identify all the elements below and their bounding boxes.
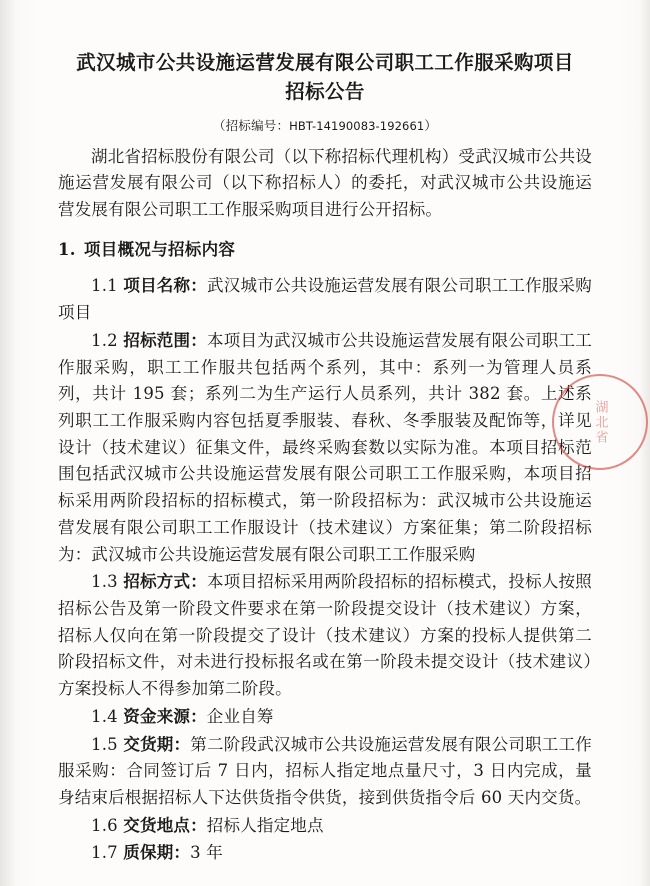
clause-label: 交货期： [123,734,191,754]
clause-text: 企业自筹 [206,706,274,726]
tender-number [58,116,592,134]
page-title [58,48,592,107]
clause-text: 第二阶段武汉城市公共设施运营发展有限公司职工工作服采购：合同签订后 7 日内，招标人指定地点量尺寸，3 日内完成，量身结束后根据招标人下达供货指令供货，接到供货指令后 60 天内交货。 [58,734,592,808]
clause-label: 招标范围： [123,330,208,350]
clause-text: 武汉城市公共设施运营发展有限公司职工工作服采购项目 [58,276,592,323]
clause-id: 1.2 [91,330,118,350]
clause-id: 1.3 [91,572,118,592]
clause-1-2 [58,328,592,568]
clause-id: 1.1 [91,276,118,296]
section-number: 1. [58,239,76,259]
seal-text: 湖北省 [592,399,608,445]
clause-text: 招标人指定地点 [206,815,324,835]
clause-1-6 [58,813,592,840]
page-right-edge-shadow [640,0,650,886]
section-heading-1 [58,237,592,264]
clause-id: 1.6 [91,815,118,835]
clause-id: 1.4 [91,706,118,726]
clause-id: 1.7 [91,843,118,863]
clause-label: 项目名称： [123,276,208,296]
tender-number-close: ） [424,117,438,133]
preamble-paragraph: 湖北省招标股份有限公司（以下称招标代理机构）受武汉城市公共设施运营发展有限公司（以下称招标人）的委托，对武汉城市公共设施运营发展有限公司职工工作服采购项目进行公开招标。 [58,146,592,219]
tender-number-label: （招标编号： [212,117,290,133]
clause-text: 本项目为武汉城市公共设施运营发展有限公司职工工作服采购，职工工作服共包括两个系列，其中：系列一为管理人员系列，共计 195 套；系列二为生产运行人员系列，共计 382 套。上述系列职工工作服采购内容包括夏季服装、春秋、冬季服装及配饰等，详见设计（技术建议）征集文件，最终采购套数以实际为准。本项目招标范围包括武汉城市公共设施运营发展有限公司职工工作服采购，本项目招标采用两阶段招标的招标模式，第一阶段招标为：武汉城市公共设施运营发展有限公司职工工作服设计（技术建议）方案征集；第二阶段招标为：武汉城市公共设施运营发展有限公司职工工作服采购 [58,330,592,564]
tender-number-code: HBT-14190083-192661 [289,118,425,133]
clause-1-5 [58,732,592,812]
page-title-line2: 招标公告 [285,80,365,104]
clause-label: 资金来源： [123,706,207,726]
clause-label: 交货地点： [123,815,207,835]
clause-label: 招标方式： [123,572,208,592]
page-title-line1: 武汉城市公共设施运营发展有限公司职工工作服采购项目 [76,51,574,74]
page-left-edge-shadow [0,0,16,886]
clause-text: 3 年 [190,843,223,863]
clause-1-7 [58,840,592,867]
clause-1-4 [58,704,592,731]
clause-1-1 [58,273,592,326]
section-title: 项目概况与招标内容 [84,239,236,259]
clause-1-3 [58,569,592,703]
clause-id: 1.5 [91,734,118,754]
clause-label: 质保期： [123,843,191,863]
clause-text: 本项目招标采用两阶段招标的招标模式，投标人按照招标公告及第一阶段文件要求在第一阶段提交设计（技术建议）方案，招标人仅向在第一阶段提交了设计（技术建议）方案的投标人提供第二阶段招标文件，对未进行投标报名或在第一阶段未提交设计（技术建议）方案投标人不得参加第二阶段。 [58,572,592,699]
